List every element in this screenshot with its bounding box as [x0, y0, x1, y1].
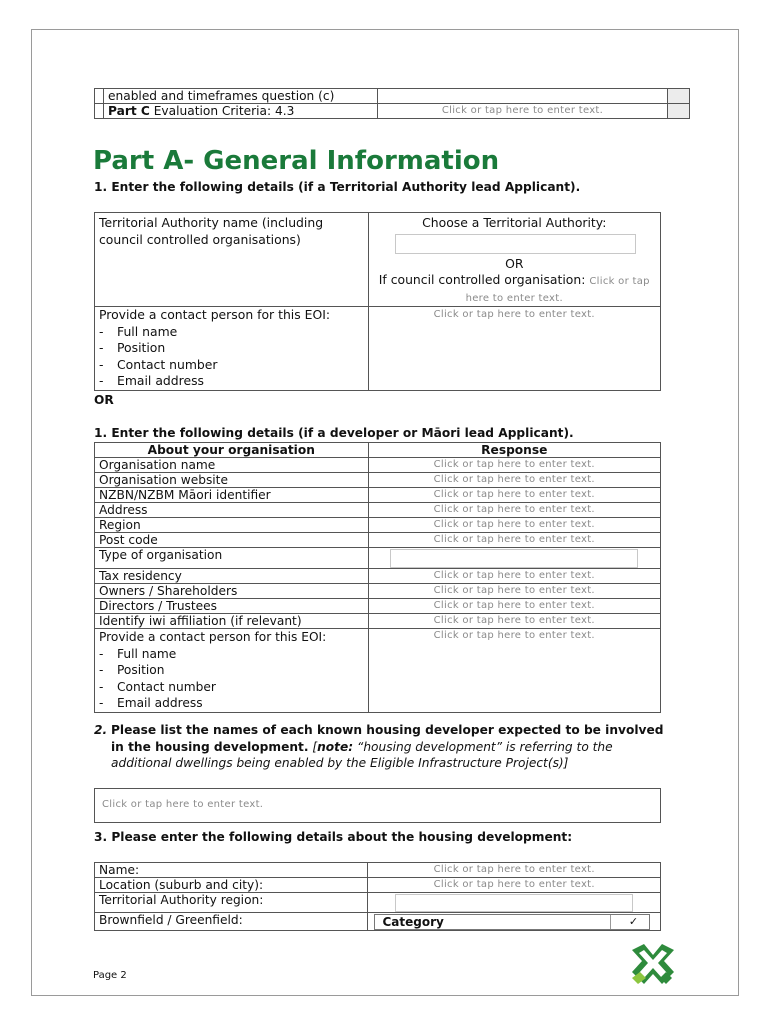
table-row-value[interactable]: Click or tap here to enter text.	[368, 878, 661, 893]
region-dropdown[interactable]	[395, 894, 633, 912]
top-table	[94, 88, 690, 119]
council-value[interactable]: Click or tap here to enter text.	[465, 276, 650, 304]
ta-or-label: OR	[505, 255, 524, 271]
table-row-value[interactable]: Click or tap here to enter text.	[368, 569, 660, 584]
check-icon: ✓	[610, 915, 646, 929]
ta-name-label: Territorial Authority name (including council controlled organisations)	[95, 213, 369, 307]
category-label: Category	[382, 915, 444, 929]
top-row2-value[interactable]: Click or tap here to enter text.	[378, 104, 668, 119]
table-row-value[interactable]: Click or tap here to enter text.	[368, 488, 660, 503]
developer-names-value[interactable]: Click or tap here to enter text.	[102, 799, 264, 810]
table-row-label: Directors / Trustees	[95, 599, 369, 614]
list-item: - Full name	[99, 646, 364, 663]
table-row-value[interactable]: Click or tap here to enter text.	[368, 863, 661, 878]
table-row-value[interactable]: Click or tap here to enter text.	[368, 518, 660, 533]
logo-mark	[632, 944, 674, 984]
table-row-label: Address	[95, 503, 369, 518]
org-header-left: About your organisation	[95, 443, 369, 458]
org-type-dropdown[interactable]	[390, 549, 638, 568]
category-dropdown[interactable]	[374, 914, 650, 930]
q2-number: 2.	[94, 723, 108, 737]
q2-text: Please list the names of each known housing developer expected to be involved in the housing development.	[111, 723, 664, 754]
list-item: - Email address	[99, 695, 364, 712]
top-row1-label: enabled and timeframes question (c)	[104, 89, 378, 104]
region-label: Territorial Authority region:	[95, 893, 368, 913]
table-row-label: Region	[95, 518, 369, 533]
org-header-right: Response	[368, 443, 660, 458]
question-1-territorial: 1. Enter the following details (if a Territorial Authority lead Applicant).	[94, 180, 581, 194]
list-item: - Position	[99, 662, 364, 679]
list-item: - Position	[99, 340, 364, 357]
org-contact-value[interactable]: Click or tap here to enter text.	[368, 629, 660, 713]
table-row-label: Location (suburb and city):	[95, 878, 368, 893]
question-2	[94, 722, 674, 772]
logo-icon	[630, 944, 676, 988]
table-row-label: Organisation name	[95, 458, 369, 473]
org-contact-list	[99, 646, 364, 712]
table-row-value[interactable]: Click or tap here to enter text.	[368, 614, 660, 629]
org-contact-label: Provide a contact person for this EOI:	[99, 630, 327, 644]
question-1-developer: 1. Enter the following details (if a developer or Māori lead Applicant).	[94, 426, 574, 440]
developer-names-input[interactable]	[94, 788, 661, 823]
list-item: - Contact number	[99, 679, 364, 696]
question-3: 3. Please enter the following details about the housing development:	[94, 830, 573, 844]
council-label: If council controlled organisation:	[378, 272, 586, 287]
page-number: Page 2	[93, 970, 127, 981]
ta-contact-list	[99, 324, 364, 390]
list-item: - Email address	[99, 373, 364, 390]
org-type-label: Type of organisation	[95, 548, 369, 569]
page-title: Part A- General Information	[93, 146, 500, 176]
table-row-value[interactable]: Click or tap here to enter text.	[368, 503, 660, 518]
org-contact-cell	[95, 629, 369, 713]
table-row-value[interactable]: Click or tap here to enter text.	[368, 533, 660, 548]
or-separator: OR	[94, 393, 114, 407]
table-row-label: Organisation website	[95, 473, 369, 488]
list-item: - Contact number	[99, 357, 364, 374]
table-row-label: Owners / Shareholders	[95, 584, 369, 599]
table-row-value[interactable]: Click or tap here to enter text.	[368, 473, 660, 488]
housing-table	[94, 862, 661, 931]
table-row-value[interactable]: Click or tap here to enter text.	[368, 458, 660, 473]
q2-note: [note: “housing development” is referring to the additional dwellings being enabled by the Eligible Infrastructure Project(s)]	[111, 739, 613, 770]
top-row2-label: Part C Evaluation Criteria: 4.3	[104, 104, 378, 119]
table-row-label: Identify iwi affiliation (if relevant)	[95, 614, 369, 629]
ta-dropdown[interactable]	[395, 234, 636, 254]
top-row1-value[interactable]	[378, 89, 668, 104]
choose-ta-label: Choose a Territorial Authority:	[422, 215, 607, 230]
territorial-authority-table	[94, 212, 661, 391]
table-row-label: NZBN/NZBM Māori identifier	[95, 488, 369, 503]
table-row-label: Name:	[95, 863, 368, 878]
ta-contact-label: Provide a contact person for this EOI:	[99, 307, 331, 322]
table-row-label: Post code	[95, 533, 369, 548]
organisation-table	[94, 442, 661, 713]
table-row-value[interactable]: Click or tap here to enter text.	[368, 584, 660, 599]
brownfield-label: Brownfield / Greenfield:	[95, 913, 368, 931]
document-page	[31, 29, 739, 996]
list-item: - Full name	[99, 324, 364, 341]
ta-contact-value[interactable]: Click or tap here to enter text.	[368, 307, 660, 391]
table-row-value[interactable]: Click or tap here to enter text.	[368, 599, 660, 614]
table-row-label: Tax residency	[95, 569, 369, 584]
ta-contact-cell	[95, 307, 369, 391]
